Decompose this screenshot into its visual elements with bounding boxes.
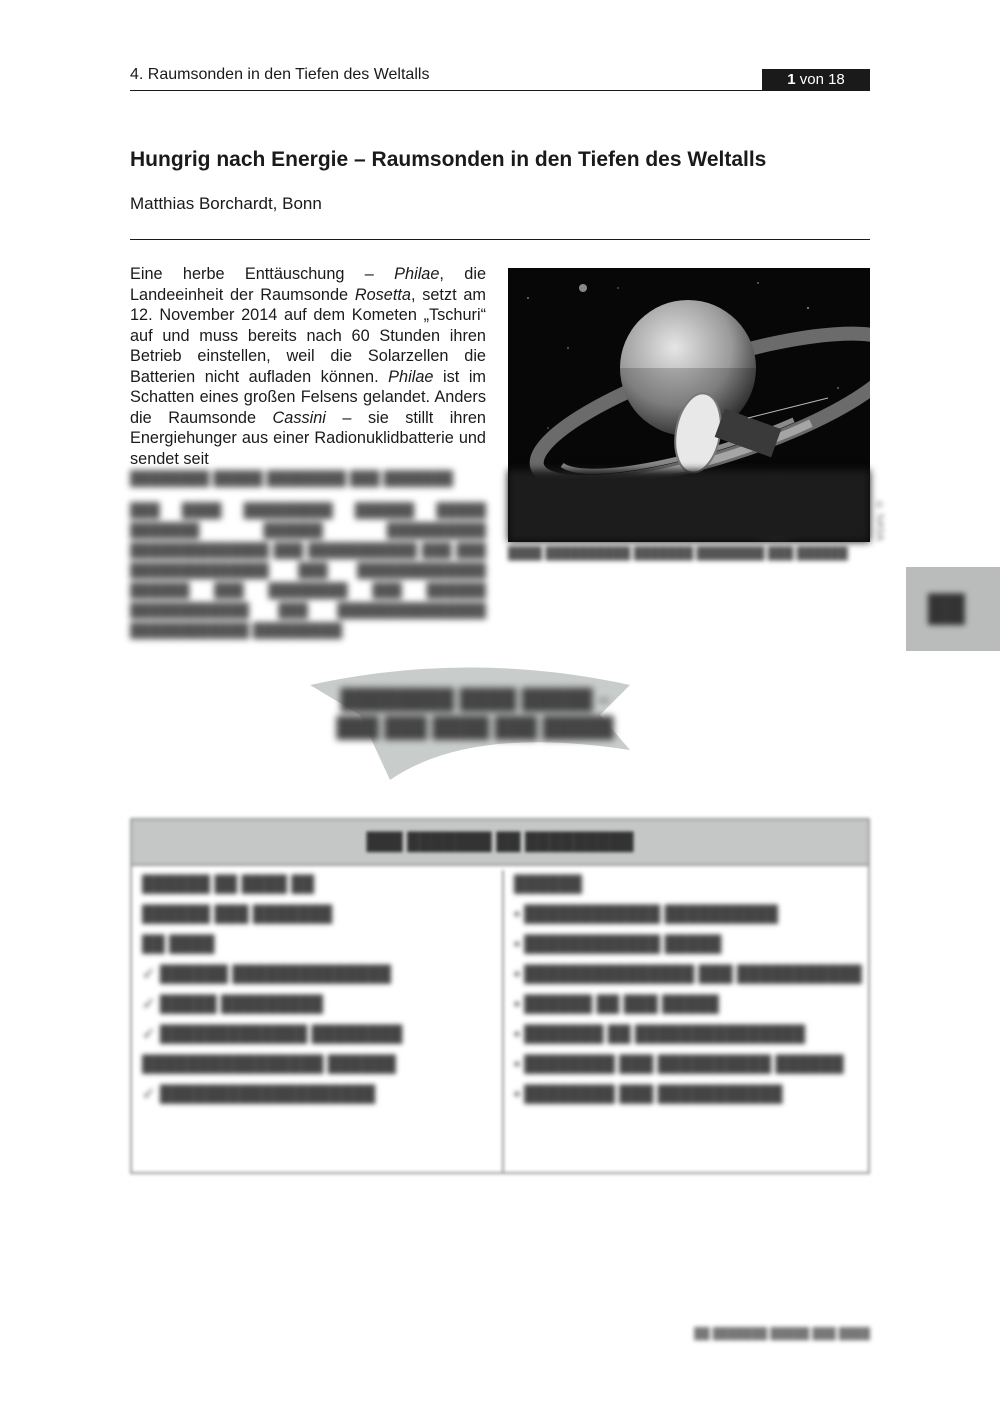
intro-emphasis: Rosetta — [354, 285, 411, 304]
side-tab-label-blurred: ██ — [928, 593, 965, 623]
page-number: 1 — [787, 71, 796, 88]
footer-blurred: ██ ███████ █████ ███ ████ — [694, 1328, 870, 1340]
intro-text: , setzt am 12. November 2014 auf dem Kometen „Tschuri“ auf und muss bereits nach 60 Stunden ihren Betrieb einstellen, weil die Solarzellen die Batterien nicht aufladen können. — [130, 285, 486, 386]
intro-text: Eine herbe Enttäuschung – — [130, 265, 395, 283]
intro-text: , die Landeeinheit der Raumsonde — [130, 265, 486, 304]
header-rule — [130, 90, 870, 91]
page-badge — [762, 69, 870, 91]
blurred-text-line: ████████ █████ ████████ ███ ███████ — [130, 470, 454, 486]
overview-right-column: ██████ ▪ ████████████ ██████████ ▪ ████████████ █████ ▪ ███████████████ ███ ███████████ ▪ ██████ ██ ███ █████ ▪ ███████ ██ ███████████████ ▪ ████████ ███ ██████████ ██████ ▪ ████████ ███ ███████████ — [514, 876, 862, 1103]
overview-table-blurred — [130, 818, 870, 1174]
article-title: Hungrig nach Energie – Raumsonden in den Tiefen des Weltalls — [130, 148, 767, 171]
overview-left-column: ██████ ██ ████ ██ ██████ ███ ███████ ██ ████ ✓ ██████ ██████████████ ✓ █████ █████████ ✓ █████████████ ████████ ████████████████ ██████ ✓ ███████████████████ — [132, 870, 504, 1172]
intro-emphasis: Philae — [388, 367, 434, 386]
blurred-image-lower — [508, 470, 870, 542]
image-caption-blurred: ████ ██████████ ███████ ████████ ███ ██████ — [508, 546, 848, 560]
intro-text: – sie stillt ihren Energiehunger aus einer Radionuklidbatterie und sendet seit — [130, 408, 486, 468]
intro-text: ist im Schatten eines großen Felsens gelandet. Anders die Raumsonde — [130, 367, 486, 427]
page-total: von 18 — [799, 71, 845, 88]
intro-emphasis: Philae — [394, 265, 440, 283]
intro-emphasis: Cassini — [272, 408, 326, 427]
article-author: Matthias Borchardt, Bonn — [130, 194, 322, 213]
overview-table-header: ███ ███████ ██ █████████ — [132, 820, 868, 866]
header-section-title: 4. Raumsonden in den Tiefen des Weltalls — [130, 66, 430, 83]
side-tab — [906, 567, 1000, 651]
blurred-paragraph: ███ ████ █████████ ██████ █████ ███████ ██████ ██████████ ██████████████ ███ ███████████ ███ ███ ██████████████ ███ █████████████ ██████ ███ ████████ ███ ██████ ████████████ ███ ███████████████ ████████████ █████████ — [130, 502, 486, 638]
image-credit: © NASA — [874, 500, 885, 542]
banner-text-blurred: ████████ ████ █████ – ███ ███ ████ ███ █████ — [336, 689, 614, 739]
intro-paragraph — [130, 264, 486, 469]
title-rule — [130, 239, 870, 240]
